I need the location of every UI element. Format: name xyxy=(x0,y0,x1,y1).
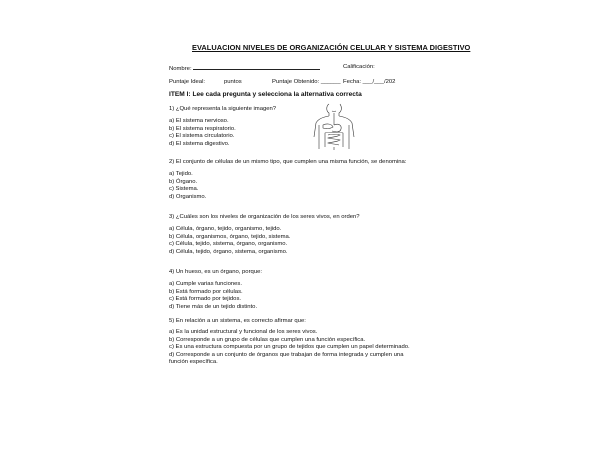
option[interactable]: b) Está formado por células. xyxy=(169,288,243,295)
date-value[interactable]: ___/___/202 xyxy=(362,79,396,85)
option[interactable]: d) Organismo. xyxy=(169,193,207,200)
digestive-system-icon xyxy=(313,103,355,151)
option[interactable]: c) El sistema circulatorio. xyxy=(169,133,235,140)
option[interactable]: b) El sistema respiratorio. xyxy=(169,125,236,132)
name-field[interactable] xyxy=(169,64,320,72)
document-title: EVALUACION NIVELES DE ORGANIZACIÓN CELULAR Y SISTEMA DIGESTIVO xyxy=(192,43,471,52)
option[interactable]: a) El sistema nervioso. xyxy=(169,118,229,124)
date-field[interactable] xyxy=(343,79,395,85)
question-5-prompt: 5) En relación a un sistema, es correcto afirmar que: xyxy=(169,318,306,324)
option[interactable]: b) Corresponde a un grupo de células que cumplen una función específica. xyxy=(169,336,366,343)
option[interactable]: c) Célula, tejido, sistema, órgano, organismo. xyxy=(169,241,288,248)
grade-label: Calificación: xyxy=(343,64,375,70)
option[interactable]: a) Tejido. xyxy=(169,171,193,177)
option[interactable]: a) Célula, órgano, tejido, organismo, tejido. xyxy=(169,226,282,232)
question-4-options xyxy=(169,281,257,311)
question-2-prompt: 2) El conjunto de células de un mismo tipo, que cumplen una misma función, se denomina: xyxy=(169,159,407,165)
obtained-score-label: Puntaje Obtenido: xyxy=(272,79,320,85)
date-label: Fecha: xyxy=(343,79,362,85)
option[interactable]: b) Célula, organismos, órgano, tejido, sistema. xyxy=(169,233,291,240)
question-3-options xyxy=(169,226,290,256)
option[interactable]: c) Sistema. xyxy=(169,186,199,193)
option-continuation: función específica. xyxy=(169,359,218,366)
option[interactable]: b) Órgano. xyxy=(169,178,198,185)
question-3-prompt: 3) ¿Cuáles son los niveles de organización de los seres vivos, en orden? xyxy=(169,214,360,220)
question-1-prompt: 1) ¿Qué representa la siguiente imagen? xyxy=(169,106,277,112)
ideal-score-label: Puntaje Ideal: xyxy=(169,79,206,85)
option[interactable]: c) Está formado por tejidos. xyxy=(169,296,242,303)
section-title: ITEM I: Lee cada pregunta y selecciona la alternativa correcta xyxy=(169,91,362,98)
obtained-score-field[interactable] xyxy=(272,79,340,85)
question-5-options xyxy=(169,329,410,367)
option[interactable]: d) Célula, tejido, órgano, sistema, organismo. xyxy=(169,248,288,255)
option[interactable]: d) Tiene más de un tejido distinto. xyxy=(169,303,258,310)
option[interactable]: d) El sistema digestivo. xyxy=(169,140,230,147)
obtained-score-blank[interactable]: ______ xyxy=(320,79,341,85)
option[interactable]: c) Es una estructura compuesta por un grupo de tejidos que cumplen un papel determinado. xyxy=(169,344,410,351)
name-blank[interactable] xyxy=(193,64,320,70)
option[interactable]: a) Es la unidad estructural y funcional de los seres vivos. xyxy=(169,329,318,335)
option[interactable]: a) Cumple varias funciones. xyxy=(169,281,243,287)
option[interactable]: d) Corresponde a un conjunto de órganos que trabajan de forma integrada y cumplen una xyxy=(169,351,404,358)
question-2-options xyxy=(169,171,206,201)
question-1-options xyxy=(169,118,236,148)
name-label: Nombre: xyxy=(169,66,192,72)
ideal-score-unit: puntos xyxy=(224,79,242,85)
question-4-prompt: 4) Un hueso, es un órgano, porque: xyxy=(169,269,263,275)
